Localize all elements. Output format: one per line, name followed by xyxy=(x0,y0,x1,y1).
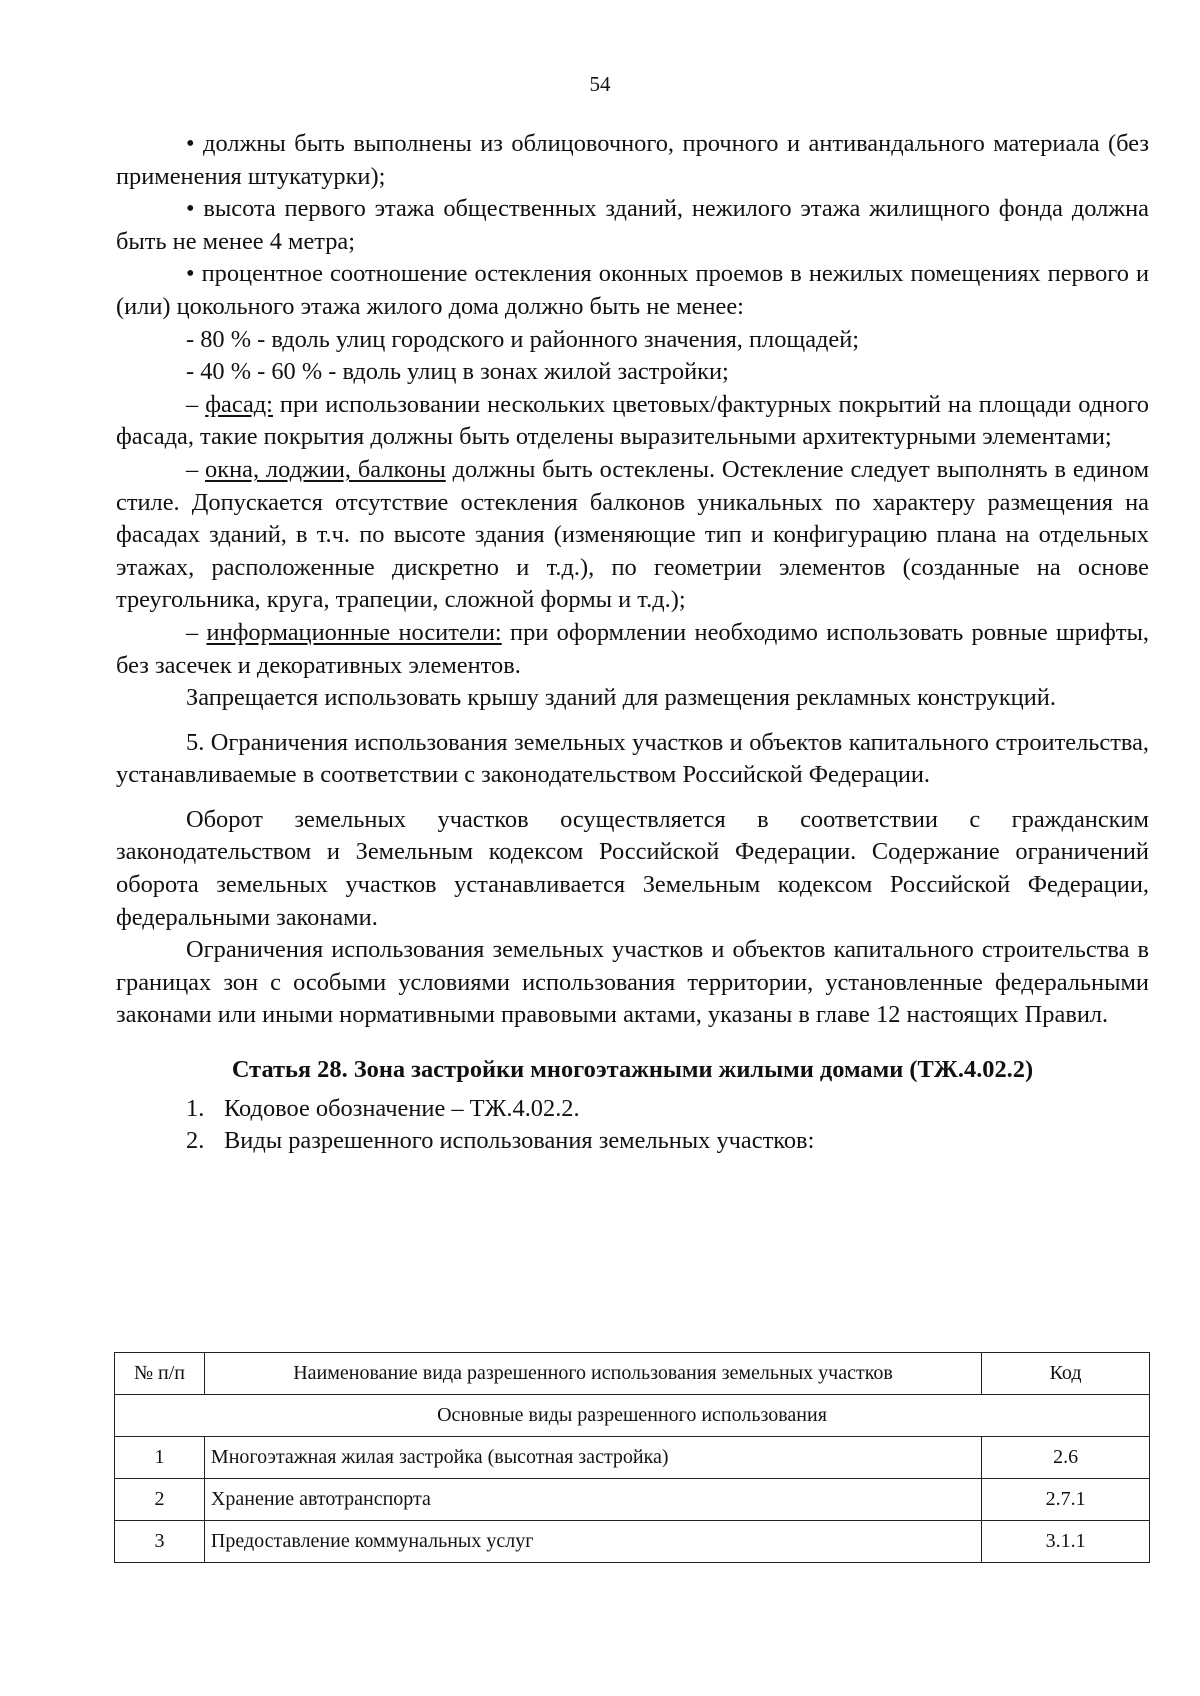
bullet-cladding: • должны быть выполнены из облицовочного, прочного и антивандального материала (без применения штукатурки); xyxy=(116,130,1149,190)
windows-term: окна, лоджии, балконы xyxy=(205,455,446,483)
header-code: Код xyxy=(982,1353,1150,1395)
table-header-row xyxy=(115,1353,1150,1395)
item-text: Кодовое обозначение – ТЖ.4.02.2. xyxy=(224,1094,580,1122)
windows-paragraph xyxy=(116,454,1149,617)
header-name: Наименование вида разрешенного использования земельных участков xyxy=(204,1353,981,1395)
page-number: 54 xyxy=(589,72,611,96)
section-label: Основные виды разрешенного использования xyxy=(115,1395,1150,1437)
header-num: № п/п xyxy=(115,1353,205,1395)
section-5-paragraph: 5. Ограничения использования земельных участков и объектов капитального строительства, устанавливаемые в соответствии с законодательством Российской Федерации. xyxy=(116,728,1149,789)
restrictions-paragraph: Ограничения использования земельных участков и объектов капитального строительства в границах зон с особыми условиями использования территории, установленные федеральными законами или иными нормативными правовыми актами, указаны в главе 12 настоящих Правил. xyxy=(116,936,1149,1029)
row-num: 1 xyxy=(115,1437,205,1479)
info-text: при оформлении необходимо использовать ровные шрифты, без засечек и декоративных элементов. xyxy=(116,618,1150,679)
table-row xyxy=(115,1521,1150,1563)
info-paragraph xyxy=(116,617,1149,682)
table-row xyxy=(115,1479,1150,1521)
info-term: информационные носители: xyxy=(206,618,502,646)
glazing-40-60: - 40 % - 60 % - вдоль улиц в зонах жилой застройки; xyxy=(186,358,729,386)
facade-text: при использовании нескольких цветовых/фактурных покрытий на площади одного фасада, такие покрытия должны быть отделены выразительными архитектурными элементами; xyxy=(116,390,1149,451)
dash: – xyxy=(186,390,206,418)
row-num: 3 xyxy=(115,1521,205,1563)
windows-text: должны быть остеклены. Остекление следует выполнять в едином стиле. Допускается отсутствие остекления балконов уникальных по характеру размещения на фасадах зданий, в т.ч. по высоте здания (изменяющие тип и конфигурацию плана на отдельных этажах, расположенные дискретно и т.д.), по геометрии элементов (созданные на основе треугольника, круга, трапеции, сложной формы и т.д.); xyxy=(116,455,1150,614)
row-code: 3.1.1 xyxy=(982,1521,1150,1563)
row-num: 2 xyxy=(115,1479,205,1521)
bullet-glazing-ratio: • процентное соотношение остекления оконных проемов в нежилых помещениях первого и (или) цокольного этажа жилого дома должно быть не менее: xyxy=(116,260,1149,320)
glazing-80: - 80 % - вдоль улиц городского и районного значения, площадей; xyxy=(186,325,860,353)
article-item-2 xyxy=(116,1125,1149,1158)
item-number: 1. xyxy=(186,1094,205,1122)
row-name: Многоэтажная жилая застройка (высотная застройка) xyxy=(204,1437,981,1479)
body-text xyxy=(116,128,1149,1158)
dash: – xyxy=(186,455,206,483)
bullet-floor-height: • высота первого этажа общественных зданий, нежилого этажа жилищного фонда должна быть не менее 4 метра; xyxy=(116,195,1149,255)
dash: – xyxy=(186,618,207,646)
row-name: Предоставление коммунальных услуг xyxy=(204,1521,981,1563)
facade-paragraph xyxy=(116,389,1149,454)
article-item-1 xyxy=(116,1093,1149,1126)
row-code: 2.7.1 xyxy=(982,1479,1150,1521)
permitted-use-table xyxy=(114,1352,1150,1563)
row-code: 2.6 xyxy=(982,1437,1150,1479)
article-title: Статья 28. Зона застройки многоэтажными жилыми домами (ТЖ.4.02.2) xyxy=(231,1056,1034,1084)
row-name: Хранение автотранспорта xyxy=(204,1479,981,1521)
table-row xyxy=(115,1437,1150,1479)
roof-ban-paragraph: Запрещается использовать крышу зданий для размещения рекламных конструкций. xyxy=(186,684,1056,712)
item-number: 2. xyxy=(186,1127,205,1155)
facade-term: фасад: xyxy=(205,390,273,418)
turnover-paragraph: Оборот земельных участков осуществляется в соответствии с гражданским законодательством и Земельным кодексом Российской Федерации. Содержание ограничений оборота земельных участков устанавливается Земельным кодексом Российской Федерации, федеральными законами. xyxy=(116,805,1149,931)
table-section-row xyxy=(115,1395,1150,1437)
item-text: Виды разрешенного использования земельных участков: xyxy=(224,1127,815,1155)
